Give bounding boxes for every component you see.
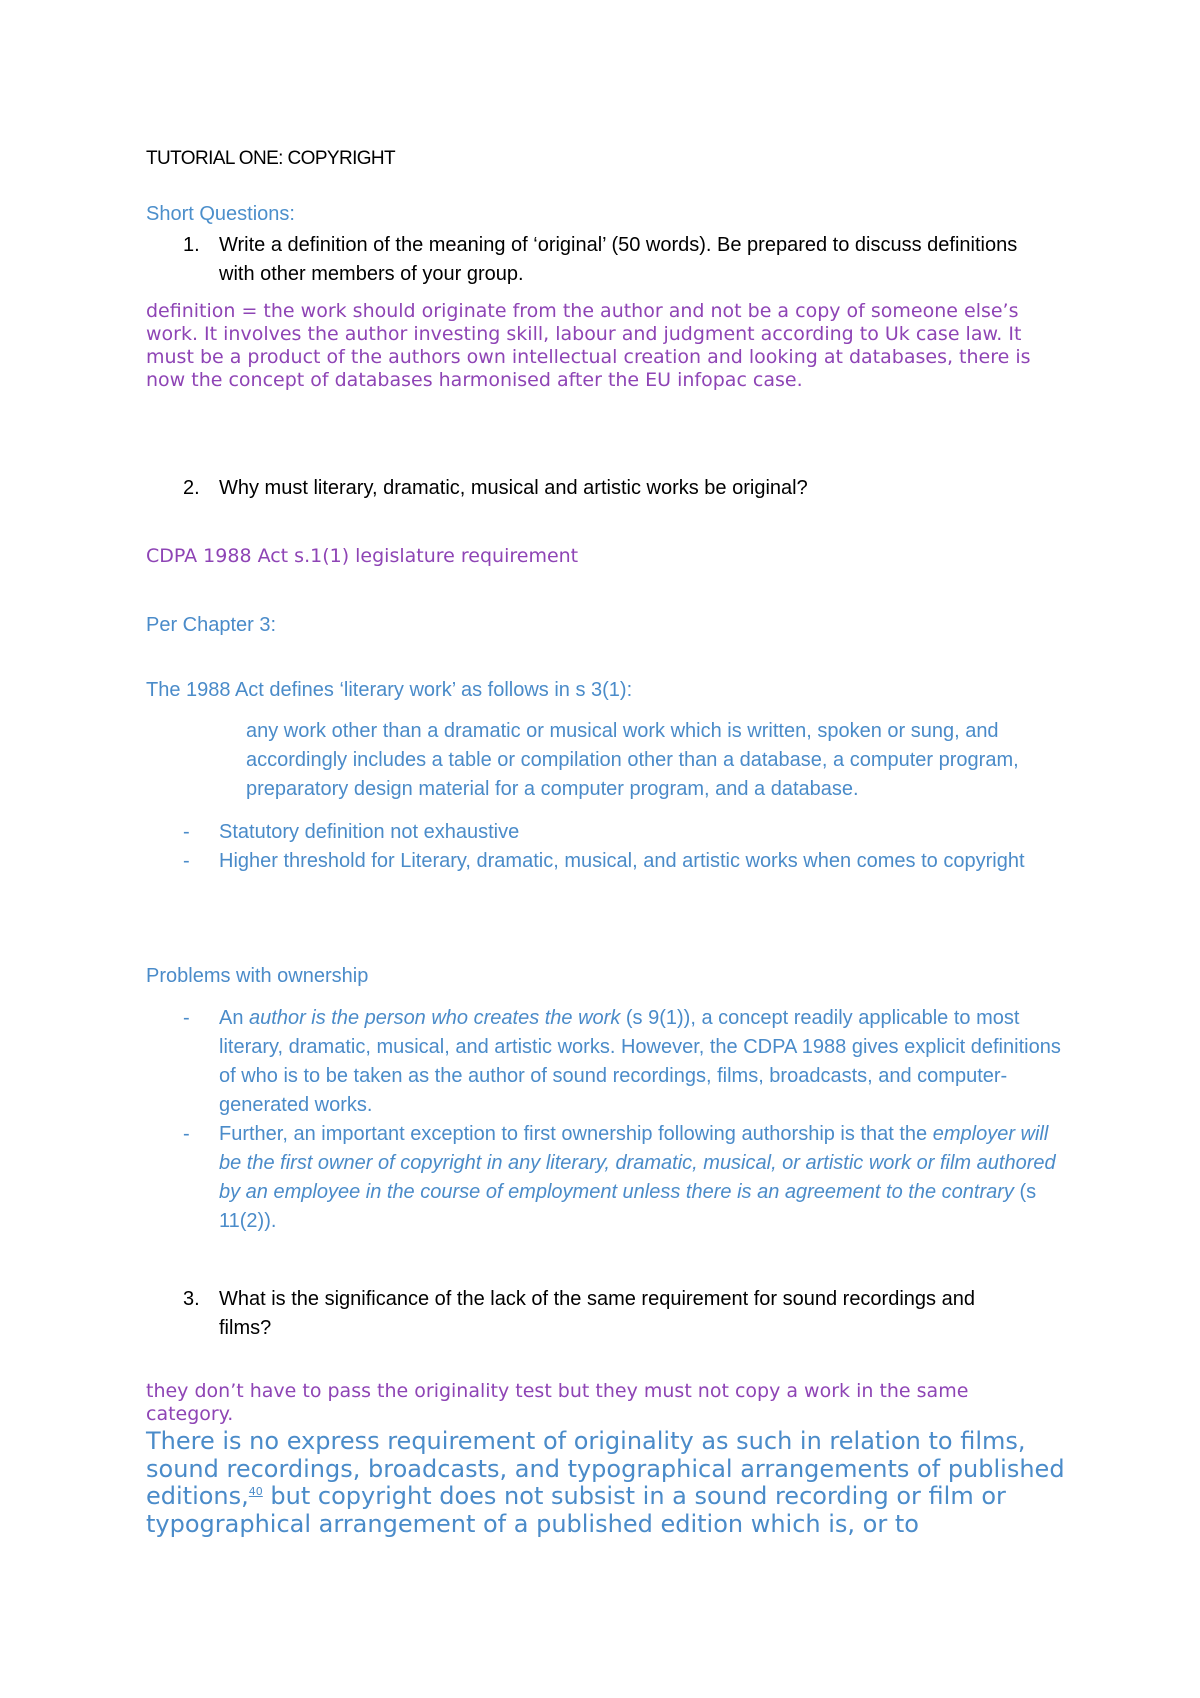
bullet-dash: - [183, 1123, 190, 1145]
bullet-dash: - [183, 821, 190, 843]
literary-work-quote: any work other than a dramatic or musical work which is written, spoken or sung, and accordingly includes a table or compilation other than a database, a computer program, preparatory design material for a computer program, and a database. [246, 720, 1019, 800]
text-run: (s 9(1)), a concept readily applicable to most literary, dramatic, musical, and artistic works. However, the CDPA 1988 gives explicit definitions of who is to be taken as the author of sound recordings, films, broadcasts, and computer-generated works. [219, 1007, 1061, 1116]
bullet-item [183, 847, 1073, 905]
question-number: 3. [183, 1288, 200, 1310]
text-run: Further, an important exception to first ownership following authorship is that the [219, 1123, 933, 1145]
literary-work-definition-intro: The 1988 Act defines ‘literary work’ as follows in s 3(1): [146, 679, 633, 701]
bullet-text [219, 1120, 1069, 1236]
question-3 [183, 1285, 1043, 1343]
bullet-item [183, 1004, 1073, 1120]
text-run: There is no express requirement of originality as such in relation to films, sound recordings, broadcasts, and typographical arrangements of published editions, [146, 1427, 1065, 1510]
question-1 [183, 231, 1043, 289]
text-run: An [219, 1007, 250, 1029]
question-text: What is the significance of the lack of the same requirement for sound recordings and films? [219, 1288, 975, 1339]
footnote-ref[interactable]: 40 [248, 1485, 263, 1498]
problems-with-ownership-heading: Problems with ownership [146, 965, 369, 987]
per-chapter-heading: Per Chapter 3: [146, 614, 277, 636]
answer-3: they don’t have to pass the originality test but they must not copy a work in the same category. [146, 1380, 969, 1425]
answer-1: definition = the work should originate from the author and not be a copy of someone else’s work. It involves the author investing skill, labour and judgment according to Uk case law. It must be a product of the authors own intellectual creation and looking at databases, there is now the concept of databases harmonised after the EU infopac case. [146, 300, 1031, 391]
question-text: Why must literary, dramatic, musical and artistic works be original? [219, 477, 808, 499]
originality-quote [146, 1428, 1076, 1538]
bullet-text: Statutory definition not exhaustive [219, 821, 520, 843]
question-text: Write a definition of the meaning of ‘original’ (50 words). Be prepared to discuss definitions with other members of your group. [219, 234, 1018, 285]
short-questions-heading: Short Questions: [146, 203, 295, 225]
italic-run: employer will be the first owner of copyright in any literary, dramatic, musical, or artistic work or film authored by an employee in the course of employment unless there is an agreement to the contrary [219, 1123, 1056, 1203]
bullet-item [183, 818, 1073, 847]
bullet-dash: - [183, 850, 190, 872]
question-2 [183, 474, 1043, 503]
italic-run: author is the person who creates the work [249, 1007, 621, 1029]
bullet-dash: - [183, 1007, 190, 1029]
text-run: but copyright does not subsist in a sound recording or film or typographical arrangement of a published edition which is, or to [146, 1482, 1006, 1538]
answer-2: CDPA 1988 Act s.1(1) legislature requirement [146, 545, 579, 567]
text-run: (s 11(2)). [219, 1181, 1037, 1232]
bullet-text: Higher threshold for Literary, dramatic, musical, and artistic works when comes to copyright [219, 850, 1025, 872]
bullet-item [183, 1120, 1073, 1236]
document-title: TUTORIAL ONE: COPYRIGHT [146, 148, 396, 169]
bullet-text [219, 1004, 1069, 1120]
question-number: 2. [183, 477, 200, 499]
question-number: 1. [183, 234, 200, 256]
